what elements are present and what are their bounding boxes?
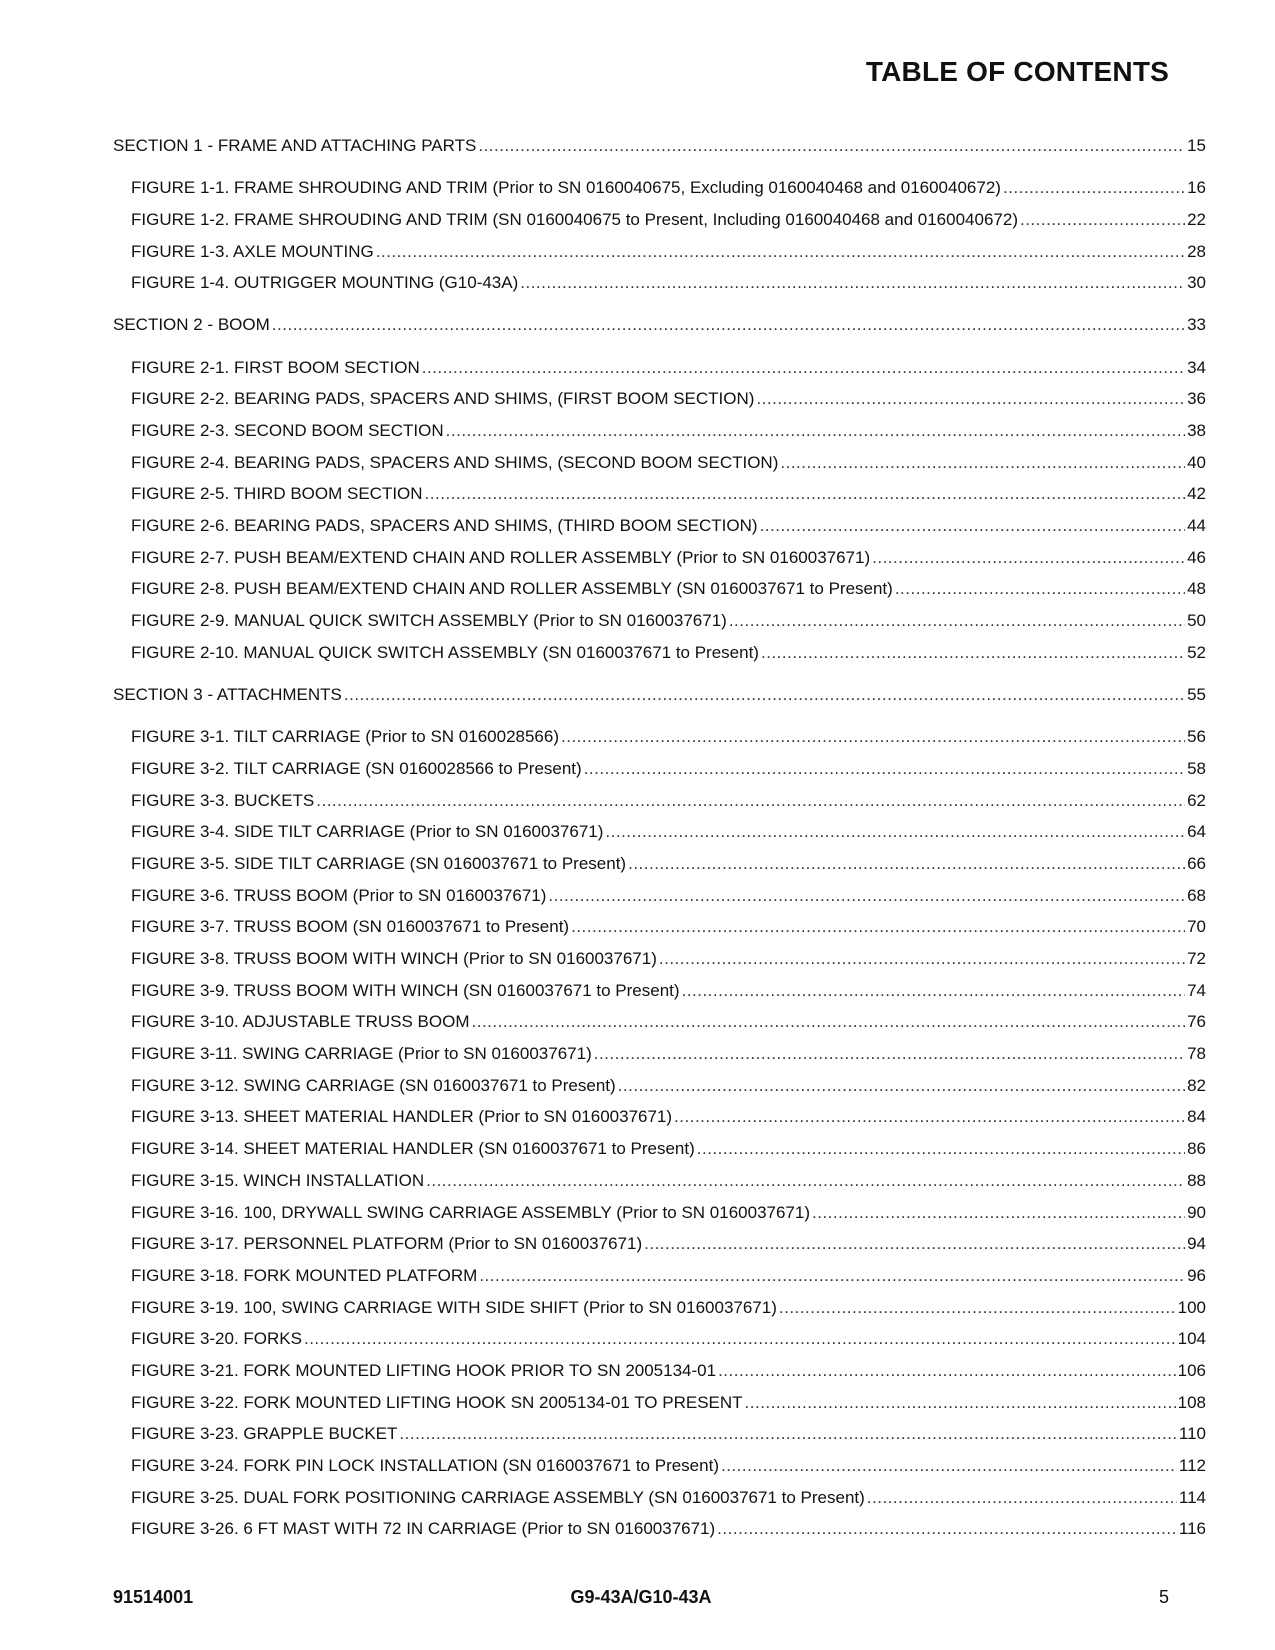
- dot-leader: [479, 1260, 1185, 1292]
- figure-page-number: 68: [1187, 885, 1206, 905]
- toc-figure-entry[interactable]: [113, 637, 1206, 669]
- figure-label: FIGURE 2-5. THIRD BOOM SECTION: [131, 484, 423, 504]
- figure-page-number: 40: [1187, 452, 1206, 472]
- figure-page-number: 46: [1187, 547, 1206, 567]
- dot-leader: [756, 383, 1185, 415]
- figure-page-number: 66: [1187, 853, 1206, 873]
- figure-label: FIGURE 3-4. SIDE TILT CARRIAGE (Prior to SN 0160037671): [131, 822, 604, 842]
- dot-leader: [605, 816, 1185, 848]
- figure-page-number: 74: [1187, 980, 1206, 1000]
- figure-label: FIGURE 3-5. SIDE TILT CARRIAGE (SN 0160037671 to Present): [131, 853, 627, 873]
- toc-figure-entry[interactable]: [113, 848, 1206, 880]
- toc-figure-entry[interactable]: [113, 1482, 1206, 1514]
- toc-figure-entry[interactable]: [113, 573, 1206, 605]
- dot-leader: [548, 880, 1185, 912]
- toc-figure-entry[interactable]: [113, 1197, 1206, 1229]
- figure-label: FIGURE 2-9. MANUAL QUICK SWITCH ASSEMBLY (Prior to SN 0160037671): [131, 611, 727, 631]
- dot-leader: [745, 1387, 1176, 1419]
- figure-page-number: 22: [1187, 209, 1206, 229]
- section-page-number: 55: [1187, 685, 1206, 704]
- toc-figure-entry[interactable]: [113, 478, 1206, 510]
- figure-label: FIGURE 3-26. 6 FT MAST WITH 72 IN CARRIAGE (Prior to SN 0160037671): [131, 1519, 716, 1539]
- figure-label: FIGURE 3-22. FORK MOUNTED LIFTING HOOK SN 2005134-01 TO PRESENT: [131, 1392, 743, 1412]
- page-footer: [113, 1587, 1169, 1609]
- dot-leader: [472, 1006, 1186, 1038]
- dot-leader: [594, 1038, 1185, 1070]
- dot-leader: [644, 1228, 1185, 1260]
- footer-page-number: 5: [1158, 1587, 1169, 1607]
- figure-page-number: 96: [1187, 1265, 1206, 1285]
- figure-page-number: 16: [1187, 178, 1206, 198]
- dot-leader: [659, 943, 1185, 975]
- figure-page-number: 44: [1187, 516, 1206, 536]
- figure-page-number: 106: [1177, 1360, 1206, 1380]
- figure-label: FIGURE 2-1. FIRST BOOM SECTION: [131, 357, 420, 377]
- toc-figure-entry[interactable]: [113, 510, 1206, 542]
- section-label: SECTION 2 - BOOM: [113, 315, 270, 335]
- toc-figure-entry[interactable]: [113, 1038, 1206, 1070]
- figure-label: FIGURE 2-6. BEARING PADS, SPACERS AND SHIMS, (THIRD BOOM SECTION): [131, 516, 758, 536]
- figure-label: FIGURE 3-20. FORKS: [131, 1329, 302, 1349]
- toc-figure-entry[interactable]: [113, 1292, 1206, 1324]
- figure-page-number: 88: [1187, 1170, 1206, 1190]
- dot-leader: [478, 130, 1185, 162]
- figure-label: FIGURE 3-6. TRUSS BOOM (Prior to SN 0160037671): [131, 885, 547, 905]
- figure-page-number: 34: [1187, 357, 1206, 377]
- dot-leader: [316, 785, 1185, 817]
- toc-figure-entry[interactable]: [113, 352, 1206, 384]
- figure-page-number: 112: [1178, 1456, 1206, 1475]
- toc-figure-entry[interactable]: [113, 204, 1206, 236]
- figure-page-number: 28: [1187, 241, 1206, 261]
- toc-figure-entry[interactable]: [113, 753, 1206, 785]
- dot-leader: [717, 1513, 1177, 1545]
- dot-leader: [718, 1355, 1176, 1387]
- table-of-contents: [113, 130, 1206, 1545]
- figure-label: FIGURE 3-16. 100, DRYWALL SWING CARRIAGE ASSEMBLY (Prior to SN 0160037671): [131, 1202, 811, 1222]
- toc-figure-entry[interactable]: [113, 880, 1206, 912]
- figure-label: FIGURE 3-14. SHEET MATERIAL HANDLER (SN 0160037671 to Present): [131, 1139, 695, 1159]
- figure-page-number: 36: [1187, 389, 1206, 409]
- toc-section-entry[interactable]: [113, 130, 1206, 162]
- dot-leader: [872, 542, 1185, 574]
- figure-label: FIGURE 2-4. BEARING PADS, SPACERS AND SHIMS, (SECOND BOOM SECTION): [131, 452, 779, 472]
- toc-figure-entry[interactable]: [113, 542, 1206, 574]
- toc-figure-entry[interactable]: [113, 447, 1206, 479]
- dot-leader: [628, 848, 1185, 880]
- figure-page-number: 42: [1187, 484, 1206, 504]
- dot-leader: [697, 1133, 1185, 1165]
- figure-label: FIGURE 3-3. BUCKETS: [131, 790, 315, 810]
- figure-label: FIGURE 3-2. TILT CARRIAGE (SN 0160028566 to Present): [131, 758, 582, 778]
- section-label: SECTION 3 - ATTACHMENTS: [113, 685, 342, 704]
- figure-label: FIGURE 1-4. OUTRIGGER MOUNTING (G10-43A): [131, 273, 519, 293]
- figure-page-number: 50: [1187, 611, 1206, 631]
- figure-page-number: 56: [1187, 727, 1206, 747]
- toc-figure-entry[interactable]: [113, 1355, 1206, 1387]
- toc-figure-entry[interactable]: [113, 1228, 1206, 1260]
- figure-page-number: 104: [1177, 1329, 1206, 1349]
- figure-label: FIGURE 3-9. TRUSS BOOM WITH WINCH (SN 0160037671 to Present): [131, 980, 680, 1000]
- dot-leader: [674, 1101, 1185, 1133]
- figure-page-number: 52: [1187, 642, 1206, 662]
- toc-figure-entry[interactable]: [113, 415, 1206, 447]
- figure-label: FIGURE 3-19. 100, SWING CARRIAGE WITH SIDE SHIFT (Prior to SN 0160037671): [131, 1297, 777, 1317]
- figure-label: FIGURE 1-3. AXLE MOUNTING: [131, 241, 374, 261]
- dot-leader: [721, 1450, 1177, 1482]
- toc-figure-entry[interactable]: [113, 943, 1206, 975]
- figure-page-number: 116: [1178, 1519, 1206, 1539]
- figure-page-number: 38: [1187, 421, 1206, 440]
- toc-figure-entry[interactable]: [113, 1387, 1206, 1419]
- section-page-number: 33: [1187, 315, 1206, 335]
- dot-leader: [446, 415, 1185, 447]
- dot-leader: [867, 1482, 1177, 1514]
- footer-doc-number: 91514001: [113, 1587, 194, 1607]
- dot-leader: [376, 236, 1185, 268]
- figure-label: FIGURE 3-8. TRUSS BOOM WITH WINCH (Prior to SN 0160037671): [131, 949, 657, 968]
- toc-figure-entry[interactable]: [113, 267, 1206, 299]
- figure-label: FIGURE 2-2. BEARING PADS, SPACERS AND SHIMS, (FIRST BOOM SECTION): [131, 389, 755, 409]
- dot-leader: [760, 510, 1186, 542]
- dot-leader: [584, 753, 1185, 785]
- toc-figure-entry[interactable]: [113, 1070, 1206, 1102]
- figure-label: FIGURE 3-21. FORK MOUNTED LIFTING HOOK PRIOR TO SN 2005134-01: [131, 1360, 717, 1380]
- toc-figure-entry[interactable]: [113, 1323, 1206, 1355]
- figure-page-number: 110: [1178, 1424, 1206, 1444]
- figure-page-number: 84: [1187, 1107, 1206, 1127]
- figure-label: FIGURE 2-8. PUSH BEAM/EXTEND CHAIN AND ROLLER ASSEMBLY (SN 0160037671 to Present): [131, 579, 893, 599]
- toc-figure-entry[interactable]: [113, 1513, 1206, 1545]
- toc-figure-entry[interactable]: [113, 1260, 1206, 1292]
- figure-label: FIGURE 3-18. FORK MOUNTED PLATFORM: [131, 1265, 478, 1285]
- figure-label: FIGURE 3-25. DUAL FORK POSITIONING CARRIAGE ASSEMBLY (SN 0160037671 to Present): [131, 1487, 865, 1507]
- figure-page-number: 108: [1177, 1392, 1206, 1412]
- toc-figure-entry[interactable]: [113, 1101, 1206, 1133]
- figure-page-number: 64: [1187, 822, 1206, 842]
- dot-leader: [812, 1197, 1185, 1229]
- toc-figure-entry[interactable]: [113, 975, 1206, 1007]
- figure-label: FIGURE 3-7. TRUSS BOOM (SN 0160037671 to Present): [131, 917, 570, 937]
- toc-section-entry[interactable]: [113, 679, 1206, 711]
- dot-leader: [272, 309, 1185, 341]
- figure-page-number: 70: [1187, 917, 1206, 937]
- dot-leader: [422, 352, 1185, 384]
- toc-figure-entry[interactable]: [113, 383, 1206, 415]
- toc-figure-entry[interactable]: [113, 1418, 1206, 1450]
- figure-page-number: 114: [1178, 1487, 1206, 1507]
- section-label: SECTION 1 - FRAME AND ATTACHING PARTS: [113, 136, 477, 155]
- toc-figure-entry[interactable]: [113, 172, 1206, 204]
- toc-figure-entry[interactable]: [113, 816, 1206, 848]
- figure-page-number: 62: [1187, 790, 1206, 810]
- toc-figure-entry[interactable]: [113, 1133, 1206, 1165]
- toc-figure-entry[interactable]: [113, 911, 1206, 943]
- dot-leader: [426, 1165, 1185, 1197]
- figure-page-number: 76: [1187, 1012, 1206, 1032]
- figure-page-number: 72: [1187, 949, 1206, 968]
- dot-leader: [344, 679, 1185, 711]
- figure-label: FIGURE 3-12. SWING CARRIAGE (SN 0160037671 to Present): [131, 1075, 616, 1095]
- dot-leader: [1003, 172, 1185, 204]
- figure-label: FIGURE 3-15. WINCH INSTALLATION: [131, 1170, 425, 1190]
- figure-label: FIGURE 3-13. SHEET MATERIAL HANDLER (Prior to SN 0160037671): [131, 1107, 673, 1127]
- dot-leader: [780, 447, 1185, 479]
- figure-label: FIGURE 2-3. SECOND BOOM SECTION: [131, 421, 444, 440]
- dot-leader: [399, 1418, 1176, 1450]
- figure-page-number: 90: [1187, 1202, 1206, 1222]
- footer-model: G9-43A/G10-43A: [570, 1587, 712, 1607]
- section-page-number: 15: [1187, 136, 1206, 155]
- figure-page-number: 82: [1187, 1075, 1206, 1095]
- toc-figure-entry[interactable]: [113, 1450, 1206, 1482]
- dot-leader: [682, 975, 1186, 1007]
- toc-figure-entry[interactable]: [113, 1006, 1206, 1038]
- dot-leader: [779, 1292, 1176, 1324]
- toc-figure-entry[interactable]: [113, 605, 1206, 637]
- dot-leader: [571, 911, 1185, 943]
- figure-page-number: 78: [1187, 1044, 1206, 1064]
- figure-label: FIGURE 1-1. FRAME SHROUDING AND TRIM (Prior to SN 0160040675, Excluding 0160040468 and 0160040672): [131, 178, 1001, 198]
- toc-section-entry[interactable]: [113, 309, 1206, 341]
- dot-leader: [304, 1323, 1176, 1355]
- figure-page-number: 58: [1187, 758, 1206, 778]
- figure-label: FIGURE 1-2. FRAME SHROUDING AND TRIM (SN 0160040675 to Present, Including 0160040468 and 0160040672): [131, 209, 1018, 229]
- toc-figure-entry[interactable]: [113, 236, 1206, 268]
- figure-label: FIGURE 3-17. PERSONNEL PLATFORM (Prior to SN 0160037671): [131, 1234, 643, 1254]
- dot-leader: [895, 573, 1185, 605]
- figure-label: FIGURE 2-10. MANUAL QUICK SWITCH ASSEMBLY (SN 0160037671 to Present): [131, 642, 759, 662]
- figure-label: FIGURE 3-24. FORK PIN LOCK INSTALLATION (SN 0160037671 to Present): [131, 1456, 719, 1475]
- figure-page-number: 100: [1177, 1297, 1206, 1317]
- page-title: TABLE OF CONTENTS: [865, 56, 1169, 87]
- figure-label: FIGURE 3-23. GRAPPLE BUCKET: [131, 1424, 398, 1444]
- dot-leader: [520, 267, 1185, 299]
- figure-page-number: 94: [1187, 1234, 1206, 1254]
- figure-page-number: 30: [1187, 273, 1206, 293]
- dot-leader: [761, 637, 1185, 669]
- figure-label: FIGURE 3-10. ADJUSTABLE TRUSS BOOM: [131, 1012, 470, 1032]
- figure-label: FIGURE 2-7. PUSH BEAM/EXTEND CHAIN AND ROLLER ASSEMBLY (Prior to SN 0160037671): [131, 547, 871, 567]
- toc-figure-entry[interactable]: [113, 785, 1206, 817]
- figure-label: FIGURE 3-1. TILT CARRIAGE (Prior to SN 0160028566): [131, 727, 559, 747]
- dot-leader: [425, 478, 1186, 510]
- dot-leader: [729, 605, 1185, 637]
- toc-figure-entry[interactable]: [113, 1165, 1206, 1197]
- dot-leader: [1020, 204, 1185, 236]
- figure-page-number: 48: [1187, 579, 1206, 599]
- dot-leader: [618, 1070, 1185, 1102]
- figure-label: FIGURE 3-11. SWING CARRIAGE (Prior to SN 0160037671): [131, 1044, 592, 1064]
- dot-leader: [561, 721, 1185, 753]
- toc-figure-entry[interactable]: [113, 721, 1206, 753]
- figure-page-number: 86: [1187, 1139, 1206, 1159]
